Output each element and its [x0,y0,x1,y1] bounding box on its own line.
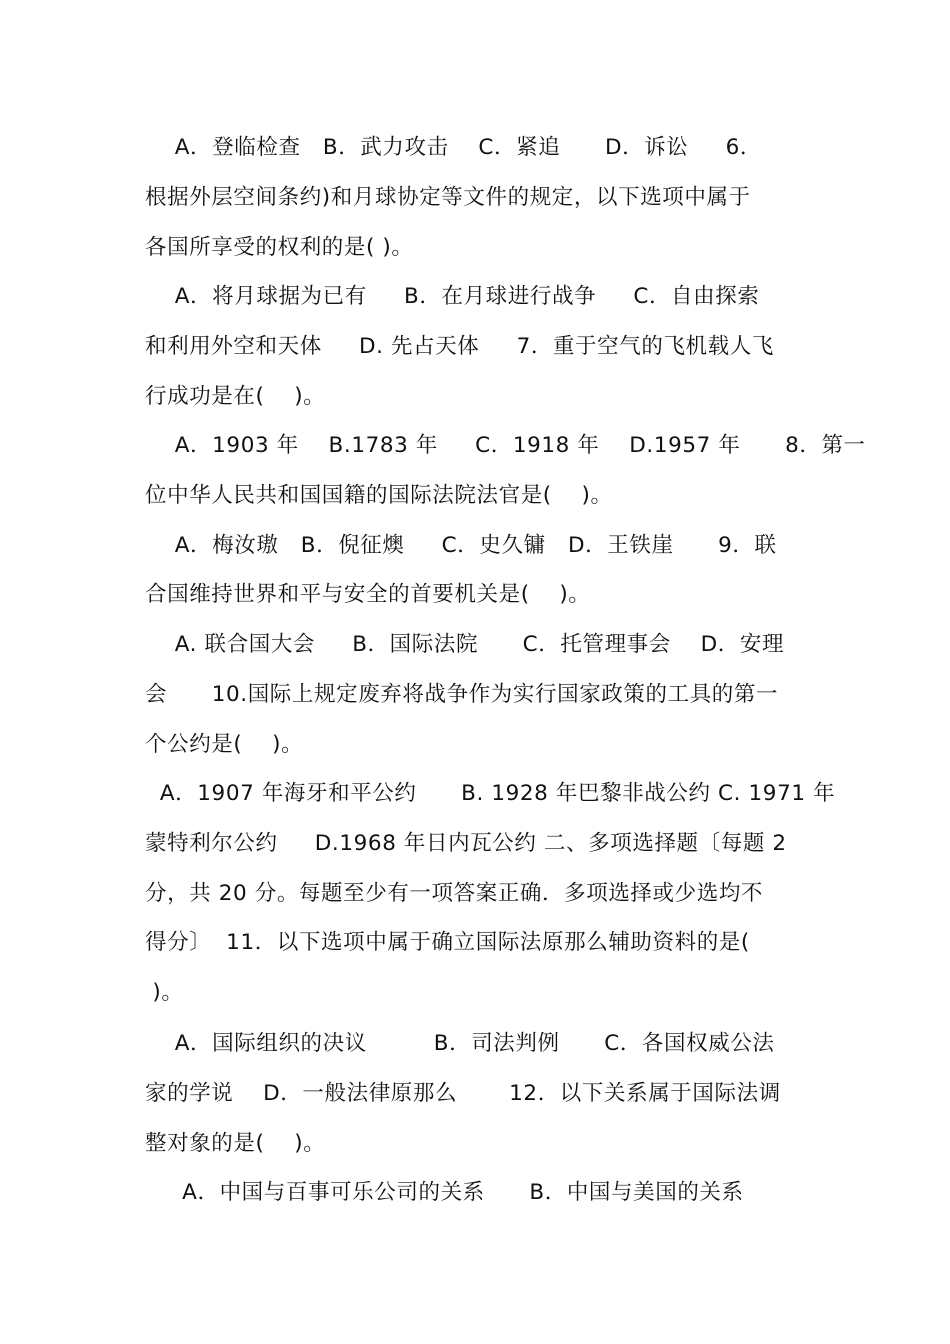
text-line: 蒙特利尔公约 D.1968 年日内瓦公约 二、多项选择题〔每题 2 [145,831,787,856]
text-line: 各国所享受的权利的是( )。 [145,235,414,260]
text-line: 行成功是在( )。 [145,384,326,409]
text-line: )。 [145,980,184,1005]
text-line: A．梅汝璈 B．倪征燠 C．史久镛 D．王铁崖 9．联 [145,533,777,558]
text-line: A．登临检查 B．武力攻击 C．紧追 D．诉讼 6． [145,135,762,160]
text-line: A．1903 年 B.1783 年 C．1918 年 D.1957 年 8．第一 [145,433,866,458]
text-line: A. 联合国大会 B．国际法院 C．托管理事会 D．安理 [145,632,785,657]
text-line: 根据外层空间条约)和月球协定等文件的规定，以下选项中属于 [145,185,751,210]
text-line: 合国维持世界和平与安全的首要机关是( )。 [145,582,591,607]
text-line: A．1907 年海牙和平公约 B. 1928 年巴黎非战公约 C. 1971 年 [145,781,836,806]
text-line: 家的学说 D．一般法律原那么 12．以下关系属于国际法调 [145,1081,781,1106]
text-line: 分，共 20 分。每题至少有一项答案正确．多项选择或少选均不 [145,881,764,906]
text-line: A．国际组织的决议 B．司法判例 C．各国权威公法 [145,1031,775,1056]
text-line: 和利用外空和天体 D. 先占天体 7．重于空气的飞机载人飞 [145,334,774,359]
text-line: A．将月球据为已有 B．在月球进行战争 C．自由探索 [145,284,760,309]
text-line: 整对象的是( )。 [145,1131,326,1156]
text-line: 得分〕 11．以下选项中属于确立国际法原那么辅助资料的是( [145,930,750,955]
text-line: 位中华人民共和国国籍的国际法院法官是( )。 [145,483,613,508]
text-line: 个公约是( )。 [145,732,304,757]
text-line: A．中国与百事可乐公司的关系 B．中国与美国的关系 [145,1180,744,1205]
text-line: 会 10.国际上规定废弃将战争作为实行国家政策的工具的第一 [145,682,779,707]
